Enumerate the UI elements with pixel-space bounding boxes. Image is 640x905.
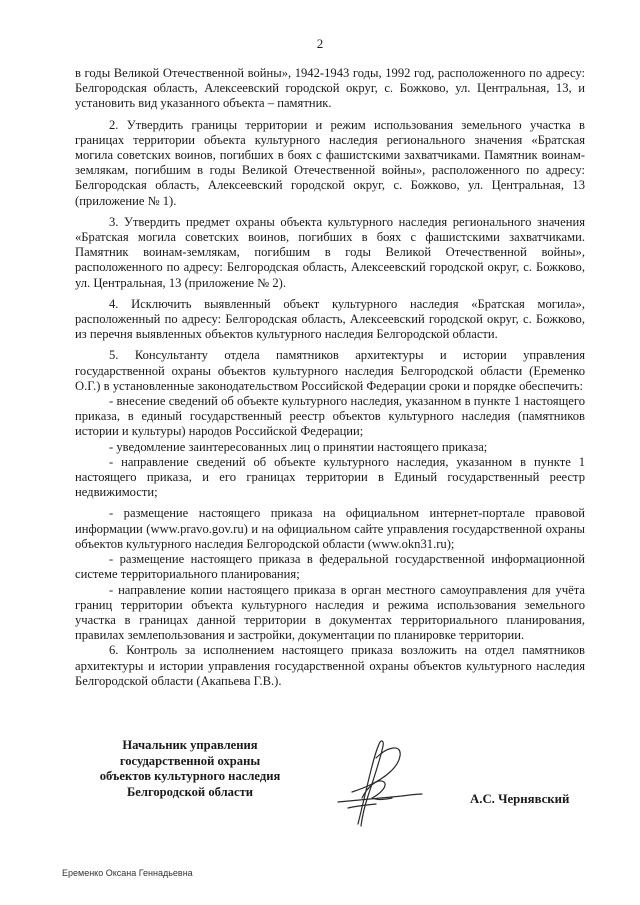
list-item-publication: - размещение настоящего приказа на официальном интернет-портале правовой информации (www.pravo.gov.ru) и на официальном сайте управления государственной охраны объектов культурного наследия Белгородской области (www.okn31.ru); (75, 506, 585, 551)
list-item-fgis: - размещение настоящего приказа в федеральной государственной информационной системе территориального планирования; (75, 552, 585, 582)
paragraph-4: 4. Исключить выявленный объект культурного наследия «Братская могила», расположенный по адресу: Белгородская область, Алексеевский городской округ, с. Божково, из перечня выявленных объектов культурного наследия Белгородской области. (75, 296, 585, 342)
paragraph-3: 3. Утвердить предмет охраны объекта культурного наследия регионального значения «Братская могила советских воинов, погибших в боях с фашистскими захватчиками. Памятник воинам-землякам, погибшим в годы Великой Отечественной войны», расположенного по адресу: Белгородская область, Алексеевский городской округ, с. Божково, ул. Центральная, 13 (приложение № 2). (75, 214, 585, 290)
signatory-position (80, 738, 300, 800)
position-line: объектов культурного наследия (99, 769, 281, 783)
paragraph-continuation: в годы Великой Отечественной войны», 1942-1943 годы, 1992 год, расположенного по адресу: Белгородская область, Алексеевский городской округ, с. Божково, ул. Центральная, 13, и установить вид указанного объекта – памятник. (75, 66, 585, 111)
list-item-cadastre: - направление сведений об объекте культурного наследия, указанном в пункте 1 настоящего приказа, и его границах территории в Единый государственный реестр недвижимости; (75, 454, 585, 500)
page-number: 2 (316, 36, 324, 51)
position-line: государственной охраны (119, 753, 261, 768)
paragraph-2: 2. Утвердить границы территории и режим использования земельного участка в границах территории объекта культурного наследия регионального значения «Братская могила советских воинов, погибших в боях с фашистскими захватчиками. Памятник воинам-землякам, погибшим в годы Великой Отечественной войны», расположенного по адресу: Белгородская область, Алексеевский городской округ, с. Божково, ул. Центральная, 13 (приложение № 1). (75, 117, 585, 208)
list-item-notification: - уведомление заинтересованных лиц о принятии настоящего приказа; (109, 439, 488, 454)
signer-name: А.С. Чернявский (470, 792, 570, 806)
paragraph-5: 5. Консультанту отдела памятников архитектуры и истории управления государственной охраны объектов культурного наследия Белгородской области (Еременко О.Г.) в установленные законодательством Российской Федерации сроки и порядке обеспечить: (75, 348, 585, 393)
position-line: Начальник управления (122, 738, 258, 752)
document-body (75, 66, 585, 689)
handwritten-signature (318, 738, 428, 830)
executor-name: Еременко Оксана Геннадьевна (62, 868, 193, 878)
position-line: Белгородской области (126, 784, 254, 799)
list-item-local-government: - направление копии настоящего приказа в орган местного самоуправления для учёта границ территории объекта культурного наследия и режима использования земельного участка в границах данной территории в документах территориального планирования, правилах землепользования и застройки, документации по планировке территории. (75, 582, 585, 643)
list-item-registry: - внесение сведений об объекте культурного наследия, указанном в пункте 1 настоящего приказа, в единый государственный реестр объектов культурного наследия (памятников истории и культуры) народов Российской Федерации; (75, 394, 585, 439)
paragraph-6: 6. Контроль за исполнением настоящего приказа возложить на отдел памятников архитектуры и истории управления государственной охраны объектов культурного наследия Белгородской области (Акапьева Г.В.). (75, 643, 585, 688)
